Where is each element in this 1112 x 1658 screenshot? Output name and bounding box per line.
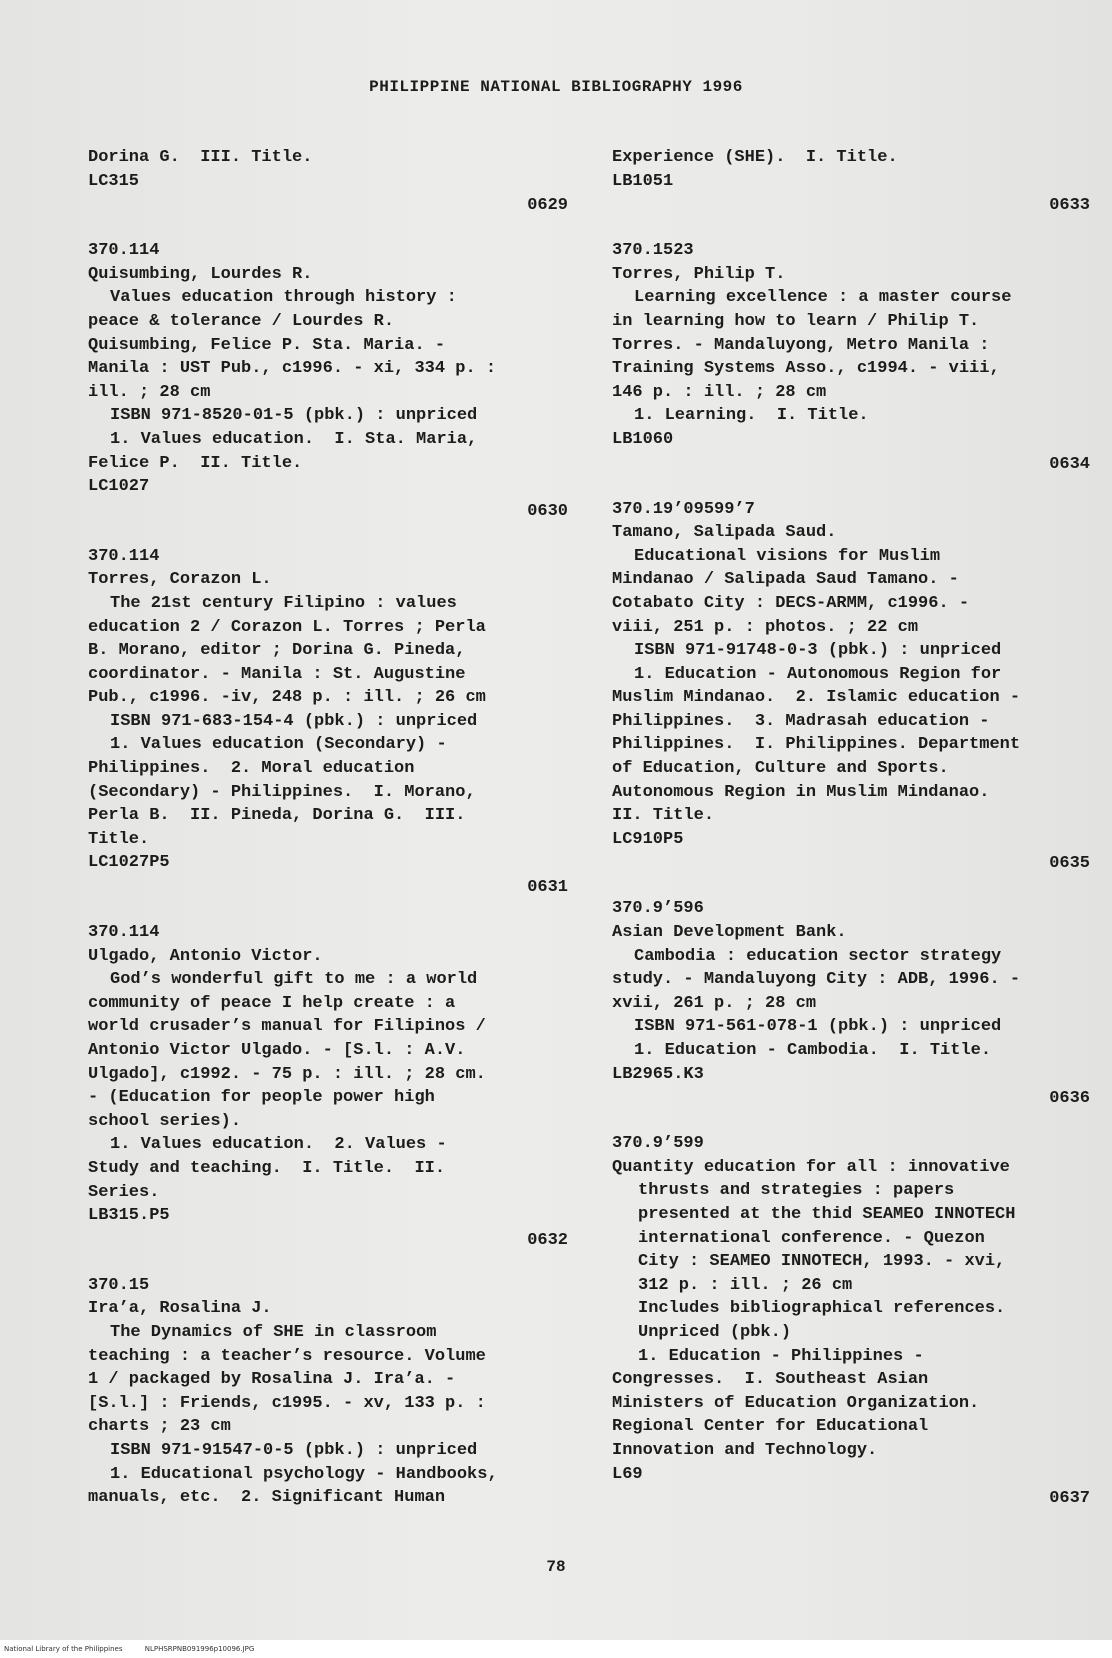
entry-line: in learning how to learn / Philip T.: [612, 311, 980, 331]
entry-line: LC910P5: [612, 829, 684, 849]
entry-line: Philippines. I. Philippines. Department: [612, 735, 1021, 755]
entry-line: manuals, etc. 2. Significant Human: [88, 1488, 446, 1508]
entry-line: ISBN 971-561-078-1 (pbk.) : unpriced: [634, 1017, 1002, 1037]
entry-line: international conference. - Quezon: [638, 1228, 985, 1248]
right-column: [612, 146, 1090, 1512]
entry-line: Muslim Mindanao. 2. Islamic education -: [612, 688, 1021, 708]
entry-line: Unpriced (pbk.): [638, 1322, 792, 1342]
left-column: [88, 146, 568, 1510]
entry-line: Felice P. II. Title.: [88, 453, 303, 473]
entry-line: Regional Center for Educational: [612, 1417, 929, 1437]
entry-number: 0634: [1049, 454, 1090, 474]
entry-number: 0637: [1049, 1489, 1090, 1509]
entry-line: L69: [612, 1464, 643, 1484]
running-title: PHILIPPINE NATIONAL BIBLIOGRAPHY 1996: [369, 78, 743, 96]
entry-line: xvii, 261 p. ; 28 cm: [612, 993, 817, 1013]
entry-line: Series.: [88, 1182, 160, 1202]
entry-line: Torres, Philip T.: [612, 264, 786, 284]
entry-line: 1. Education - Autonomous Region for: [634, 664, 1002, 684]
entry-line: Cambodia : education sector strategy: [634, 946, 1002, 966]
entry-line: Ulgado], c1992. - 75 p. : ill. ; 28 cm.: [88, 1064, 486, 1084]
entry-line: Learning excellence : a master course: [634, 288, 1012, 308]
entry-line: 370.9’596: [612, 899, 704, 919]
left-entry: [88, 545, 568, 901]
entry-number: 0636: [1049, 1089, 1090, 1109]
entry-line: Perla B. II. Pineda, Dorina G. III.: [88, 806, 466, 826]
entry-line: ill. ; 28 cm: [88, 382, 211, 402]
entry-line: [S.l.] : Friends, c1995. - xv, 133 p. :: [88, 1393, 486, 1413]
entry-line: Asian Development Bank.: [612, 923, 847, 943]
file-id: NLPHSRPNB091996p10096.JPG: [144, 1645, 255, 1653]
entry-line: Autonomous Region in Muslim Mindanao.: [612, 782, 990, 802]
entry-line: education 2 / Corazon L. Torres ; Perla: [88, 617, 486, 637]
entry-line: Innovation and Technology.: [612, 1440, 878, 1460]
entry-line: presented at the thid SEAMEO INNOTECH: [638, 1204, 1016, 1224]
entry-line: 370.1523: [612, 241, 694, 261]
entry-line: Ira’a, Rosalina J.: [88, 1299, 272, 1319]
entry-line: II. Title.: [612, 806, 715, 826]
entry-line: Congresses. I. Southeast Asian: [612, 1370, 929, 1390]
left-entry: [88, 1274, 568, 1510]
entry-line: coordinator. - Manila : St. Augustine: [88, 664, 466, 684]
entry-line: - (Education for people power high: [88, 1088, 435, 1108]
entry-line: 1. Learning. I. Title.: [634, 406, 869, 426]
entry-line: community of peace I help create : a: [88, 993, 456, 1013]
left-entry: [88, 146, 568, 219]
entry-line: LB1060: [612, 429, 674, 449]
entry-line: LB2965.K3: [612, 1064, 704, 1084]
entry-line: LB1051: [612, 171, 674, 191]
left-entry: [88, 921, 568, 1254]
entry-number: 0635: [1049, 854, 1090, 874]
entry-line: Includes bibliographical references.: [638, 1299, 1006, 1319]
entry-line: of Education, Culture and Sports.: [612, 759, 949, 779]
entry-line: 370.15: [88, 1275, 150, 1295]
entry-line: Experience (SHE). I. Title.: [612, 148, 898, 167]
entry-line: thrusts and strategies : papers: [638, 1181, 955, 1201]
entry-line: world crusader’s manual for Filipinos /: [88, 1017, 486, 1037]
entry-line: 1 / packaged by Rosalina J. Ira’a. -: [88, 1370, 456, 1390]
entry-line: Study and teaching. I. Title. II.: [88, 1158, 446, 1178]
entry-line: City : SEAMEO INNOTECH, 1993. - xvi,: [638, 1252, 1006, 1272]
entry-line: Educational visions for Muslim: [634, 546, 941, 566]
entry-line: Ulgado, Antonio Victor.: [88, 946, 323, 966]
entry-line: Philippines. 2. Moral education: [88, 759, 415, 779]
entry-line: Mindanao / Salipada Saud Tamano. -: [612, 570, 959, 590]
left-entry: [88, 239, 568, 525]
entry-line: 370.114: [88, 546, 160, 566]
right-entry: [612, 498, 1090, 878]
entry-number: 0629: [527, 196, 568, 216]
right-entry: [612, 897, 1090, 1112]
entry-line: ISBN 971-683-154-4 (pbk.) : unpriced: [110, 711, 478, 731]
entry-number: 0632: [527, 1230, 568, 1250]
entry-line: viii, 251 p. : photos. ; 22 cm: [612, 617, 919, 637]
right-entry: [612, 146, 1090, 219]
entry-line: 1. Education - Cambodia. I. Title.: [634, 1041, 992, 1060]
entry-line: Training Systems Asso., c1994. - viii,: [612, 359, 1000, 379]
entry-line: Dorina G. III. Title.: [88, 148, 313, 167]
entry-line: 146 p. : ill. ; 28 cm: [612, 382, 827, 402]
entry-line: Torres, Corazon L.: [88, 570, 272, 590]
entry-line: Quantity education for all : innovative: [612, 1157, 1010, 1177]
entry-line: 1. Education - Philippines -: [638, 1346, 924, 1366]
entry-line: Values education through history :: [110, 288, 457, 308]
entry-line: Ministers of Education Organization.: [612, 1393, 980, 1413]
entry-number: 0631: [527, 878, 568, 898]
entry-line: charts ; 23 cm: [88, 1417, 231, 1437]
entry-line: 1. Values education. I. Sta. Maria,: [110, 429, 478, 449]
entry-line: (Secondary) - Philippines. I. Morano,: [88, 782, 476, 802]
entry-line: Manila : UST Pub., c1996. - xi, 334 p. :: [88, 359, 497, 379]
entry-line: study. - Mandaluyong City : ADB, 1996. -: [612, 970, 1021, 990]
entry-number: 0630: [527, 501, 568, 521]
entry-line: 370.9’599: [612, 1134, 704, 1154]
entry-line: God’s wonderful gift to me : a world: [110, 970, 478, 990]
entry-line: ISBN 971-8520-01-5 (pbk.) : unpriced: [110, 406, 478, 426]
entry-line: Quisumbing, Lourdes R.: [88, 264, 313, 284]
entry-line: 1. Educational psychology - Handbooks,: [110, 1464, 498, 1484]
entry-line: Philippines. 3. Madrasah education -: [612, 711, 990, 731]
entry-number: 0633: [1049, 196, 1090, 216]
right-entry: [612, 1132, 1090, 1512]
entry-line: The Dynamics of SHE in classroom: [110, 1322, 437, 1342]
library-credit: National Library of the Philippines: [4, 1645, 123, 1653]
entry-line: teaching : a teacher’s resource. Volume: [88, 1346, 486, 1366]
entry-line: 370.114: [88, 923, 160, 943]
entry-line: Title.: [88, 829, 150, 849]
entry-line: Quisumbing, Felice P. Sta. Maria. -: [88, 335, 446, 355]
entry-line: LB315.P5: [88, 1206, 170, 1226]
entry-line: LC1027P5: [88, 853, 170, 873]
entry-line: 1. Values education. 2. Values -: [110, 1135, 447, 1155]
entry-line: ISBN 971-91748-0-3 (pbk.) : unpriced: [634, 641, 1002, 661]
entry-line: Torres. - Mandaluyong, Metro Manila :: [612, 335, 990, 355]
entry-line: LC315: [88, 171, 140, 191]
entry-line: 1. Values education (Secondary) -: [110, 735, 447, 755]
right-entry: [612, 239, 1090, 477]
entry-line: B. Morano, editor ; Dorina G. Pineda,: [88, 641, 466, 661]
entry-line: school series).: [88, 1111, 242, 1131]
entry-line: Tamano, Salipada Saud.: [612, 523, 837, 543]
entry-line: Antonio Victor Ulgado. - [S.l. : A.V.: [88, 1041, 466, 1060]
entry-line: 370.114: [88, 241, 160, 261]
entry-line: Cotabato City : DECS-ARMM, c1996. -: [612, 593, 970, 613]
scan-footer: [0, 1640, 1112, 1658]
entry-line: Pub., c1996. -iv, 248 p. : ill. ; 26 cm: [88, 688, 486, 708]
entry-line: LC1027: [88, 477, 150, 497]
entry-line: peace & tolerance / Lourdes R.: [88, 311, 395, 331]
entry-line: 312 p. : ill. ; 26 cm: [638, 1275, 853, 1295]
entry-line: ISBN 971-91547-0-5 (pbk.) : unpriced: [110, 1440, 478, 1460]
page-number: 78: [546, 1558, 566, 1576]
entry-line: 370.19’09599’7: [612, 499, 755, 519]
entry-line: The 21st century Filipino : values: [110, 593, 457, 613]
